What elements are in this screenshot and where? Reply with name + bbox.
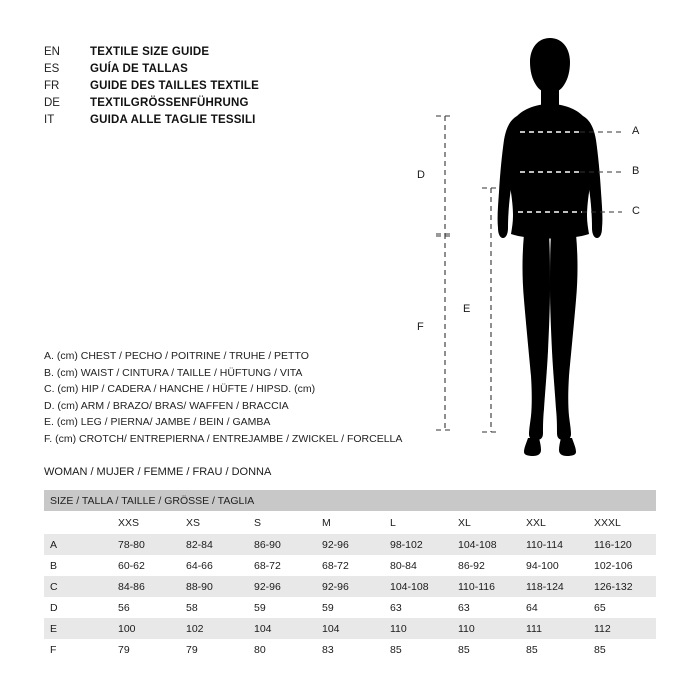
body-measurement-diagram <box>400 20 690 470</box>
cell-b-s: 68-72 <box>248 555 316 576</box>
legend-line-d: D. (cm) ARM / BRAZO/ BRAS/ WAFFEN / BRACCIA <box>44 399 289 412</box>
row-label-e: E <box>44 618 112 639</box>
cell-c-l: 104-108 <box>384 576 452 597</box>
size-header-label: SIZE / TALLA / TAILLE / GRÖSSE / TAGLIA <box>44 490 656 511</box>
bar-leg-e <box>482 188 500 432</box>
measurement-legend <box>44 348 402 448</box>
cell-f-xxxl: 85 <box>588 639 656 660</box>
cell-f-xxl: 85 <box>520 639 588 660</box>
language-code-es: ES <box>44 63 60 75</box>
marker-label-e: E <box>463 303 471 315</box>
cell-d-xxs: 56 <box>112 597 180 618</box>
cell-a-l: 98-102 <box>384 534 452 555</box>
marker-label-b: B <box>632 165 640 177</box>
row-label-c: C <box>44 576 112 597</box>
title-block <box>44 44 259 129</box>
row-label-d: D <box>44 597 112 618</box>
cell-c-xl: 110-116 <box>452 576 520 597</box>
cell-e-xs: 102 <box>180 618 248 639</box>
cell-f-l: 85 <box>384 639 452 660</box>
title-row-es <box>44 61 259 78</box>
legend-line-b: B. (cm) WAIST / CINTURA / TAILLE / HÜFTUNG / VITA <box>44 366 303 379</box>
cell-b-xxxl: 102-106 <box>588 555 656 576</box>
cell-c-s: 92-96 <box>248 576 316 597</box>
marker-label-a: A <box>632 125 640 137</box>
cell-b-l: 80-84 <box>384 555 452 576</box>
title-row-it <box>44 112 259 129</box>
table-column-header-row <box>44 511 656 534</box>
cell-f-xs: 79 <box>180 639 248 660</box>
cell-d-xxl: 64 <box>520 597 588 618</box>
language-code-fr: FR <box>44 80 60 92</box>
title-row-en <box>44 44 259 61</box>
language-code-de: DE <box>44 97 60 109</box>
table-row <box>44 597 656 618</box>
cell-e-xxl: 111 <box>520 618 588 639</box>
table-row <box>44 576 656 597</box>
cell-a-xs: 82-84 <box>180 534 248 555</box>
cell-a-s: 86-90 <box>248 534 316 555</box>
title-row-de <box>44 95 259 112</box>
legend-line-f: F. (cm) CROTCH/ ENTREPIERNA / ENTREJAMBE / ZWICKEL / FORCELLA <box>44 432 403 445</box>
title-text-es: GUÍA DE TALLAS <box>90 63 188 75</box>
row-label-a: A <box>44 534 112 555</box>
silhouette-shape <box>498 38 603 456</box>
title-text-fr: GUIDE DES TAILLES TEXTILE <box>90 80 259 92</box>
column-header-xxs: XXS <box>112 511 180 534</box>
table-size-header-row <box>44 490 656 511</box>
bar-arm-d <box>436 116 454 236</box>
column-header-xs: XS <box>180 511 248 534</box>
marker-label-d: D <box>417 169 425 181</box>
column-header-xxl: XXL <box>520 511 588 534</box>
cell-c-xs: 88-90 <box>180 576 248 597</box>
table-row <box>44 639 656 660</box>
cell-b-xl: 86-92 <box>452 555 520 576</box>
cell-d-l: 63 <box>384 597 452 618</box>
cell-a-xxs: 78-80 <box>112 534 180 555</box>
language-code-it: IT <box>44 114 55 126</box>
cell-d-xxxl: 65 <box>588 597 656 618</box>
title-text-en: TEXTILE SIZE GUIDE <box>90 46 210 58</box>
cell-c-xxxl: 126-132 <box>588 576 656 597</box>
row-label-b: B <box>44 555 112 576</box>
column-header-xl: XL <box>452 511 520 534</box>
legend-line-e: E. (cm) LEG / PIERNA/ JAMBE / BEIN / GAMBA <box>44 416 271 429</box>
column-header-blank <box>44 511 112 534</box>
cell-d-xs: 58 <box>180 597 248 618</box>
cell-c-xxs: 84-86 <box>112 576 180 597</box>
row-label-f: F <box>44 639 112 660</box>
title-row-fr <box>44 78 259 95</box>
cell-f-m: 83 <box>316 639 384 660</box>
cell-d-s: 59 <box>248 597 316 618</box>
gender-label: WOMAN / MUJER / FEMME / FRAU / DONNA <box>44 466 272 478</box>
cell-b-m: 68-72 <box>316 555 384 576</box>
table-row <box>44 555 656 576</box>
column-header-m: M <box>316 511 384 534</box>
table-row <box>44 534 656 555</box>
cell-a-xxl: 110-114 <box>520 534 588 555</box>
cell-d-m: 59 <box>316 597 384 618</box>
cell-b-xxs: 60-62 <box>112 555 180 576</box>
cell-e-s: 104 <box>248 618 316 639</box>
measurement-bars <box>436 116 500 432</box>
marker-label-f: F <box>417 321 424 333</box>
cell-f-xl: 85 <box>452 639 520 660</box>
table-row <box>44 618 656 639</box>
cell-e-xxs: 100 <box>112 618 180 639</box>
size-table <box>44 490 656 660</box>
cell-c-xxl: 118-124 <box>520 576 588 597</box>
cell-f-s: 80 <box>248 639 316 660</box>
cell-b-xs: 64-66 <box>180 555 248 576</box>
title-text-de: TEXTILGRÖSSENFÜHRUNG <box>90 97 249 109</box>
woman-silhouette-svg <box>400 20 690 470</box>
cell-e-xl: 110 <box>452 618 520 639</box>
cell-e-m: 104 <box>316 618 384 639</box>
bar-crotch-f <box>436 234 454 430</box>
title-text-it: GUIDA ALLE TAGLIE TESSILI <box>90 114 256 126</box>
language-code-en: EN <box>44 46 60 58</box>
cell-b-xxl: 94-100 <box>520 555 588 576</box>
column-header-l: L <box>384 511 452 534</box>
cell-c-m: 92-96 <box>316 576 384 597</box>
cell-e-l: 110 <box>384 618 452 639</box>
cell-d-xl: 63 <box>452 597 520 618</box>
legend-line-c: C. (cm) HIP / CADERA / HANCHE / HÜFTE / HIPSD. (cm) <box>44 383 316 396</box>
cell-e-xxxl: 112 <box>588 618 656 639</box>
cell-a-xxxl: 116-120 <box>588 534 656 555</box>
cell-a-xl: 104-108 <box>452 534 520 555</box>
cell-a-m: 92-96 <box>316 534 384 555</box>
column-header-xxxl: XXXL <box>588 511 656 534</box>
marker-label-c: C <box>632 205 640 217</box>
size-table-wrapper <box>44 490 656 660</box>
column-header-s: S <box>248 511 316 534</box>
cell-f-xxs: 79 <box>112 639 180 660</box>
legend-line-a: A. (cm) CHEST / PECHO / POITRINE / TRUHE / PETTO <box>44 350 309 362</box>
